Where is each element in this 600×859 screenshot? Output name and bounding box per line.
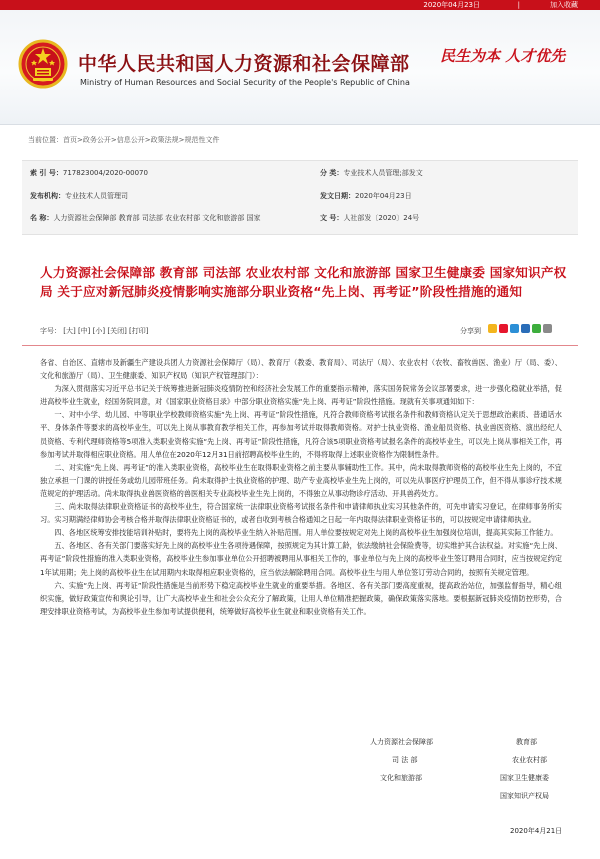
topbar-separator: | bbox=[517, 1, 520, 9]
print-button[interactable]: [打印] bbox=[129, 327, 149, 335]
meta-docno bbox=[320, 213, 419, 223]
document-body bbox=[40, 356, 562, 618]
breadcrumb[interactable] bbox=[28, 135, 219, 145]
meta-topic-label: 分 类： bbox=[320, 169, 344, 177]
meta-index-label: 索 引 号： bbox=[30, 169, 63, 177]
close-button[interactable]: [关闭] bbox=[107, 327, 127, 335]
signature-cnipa: 国家知识产权局 bbox=[500, 792, 549, 800]
meta-topic bbox=[320, 168, 423, 178]
meta-index bbox=[30, 168, 148, 178]
signature-nhc: 国家卫生健康委 bbox=[500, 774, 549, 782]
meta-name-label: 名 称： bbox=[30, 214, 54, 222]
meta-name-value: 人力资源社会保障部 教育部 司法部 农业农村部 文化和旅游部 国家 bbox=[53, 214, 261, 222]
signature-mct: 文化和旅游部 bbox=[380, 774, 422, 782]
body-paragraph: 四、各地区统筹安排技能培训补贴时，要将先上岗的高校毕业生纳入补贴范围。用人单位要按规定对先上岗的高校毕业生加强岗位培训，提高其实际工作能力。 bbox=[54, 528, 558, 538]
signature-hrss: 人力资源社会保障部 bbox=[370, 738, 433, 746]
font-small-button[interactable]: [小] bbox=[92, 327, 106, 335]
site-title-en: Ministry of Human Resources and Social Security of the People's Republic of China bbox=[80, 78, 410, 87]
meta-issuer-label: 发布机构： bbox=[30, 192, 65, 200]
site-title-cn[interactable]: 中华人民共和国人力资源和社会保障部 bbox=[78, 53, 410, 75]
font-medium-button[interactable]: [中] bbox=[77, 327, 91, 335]
signature-moe: 教育部 bbox=[516, 738, 537, 746]
body-paragraph: 为深入贯彻落实习近平总书记关于统筹推进新冠肺炎疫情防控和经济社会发展工作的重要指示精神，落实国务院常务会议部署要求，进一步强化稳就业举措，促进高校毕业生就业，经国务院同意，对《国家职业资格目录》中部分职业资格实施“先上岗、再考证”阶段性措施。现就有关事项通知如下： bbox=[40, 384, 562, 407]
share-wechat-icon[interactable] bbox=[532, 324, 541, 333]
signature-moa: 农业农村部 bbox=[512, 756, 547, 764]
divider bbox=[22, 345, 578, 346]
meta-index-value: 717823004/2020-00070 bbox=[62, 169, 148, 177]
font-large-button[interactable]: [大] bbox=[63, 327, 76, 335]
body-salutation: 各省、自治区、直辖市及新疆生产建设兵团人力资源社会保障厅（局）、教育厅（教委、教育局）、司法厅（局）、农业农村（农牧、畜牧兽医、渔业）厅（局、委）、文化和旅游厅（局）、卫生健康委、知识产权局（知识产权管理部门）： bbox=[40, 358, 562, 381]
top-bar bbox=[0, 0, 600, 10]
meta-name bbox=[30, 213, 261, 223]
body-paragraph: 二、对实施“先上岗、再考证”的准入类职业资格，高校毕业生在取得职业资格之前主要从事辅助性工作。其中，尚未取得教师资格的高校毕业生先上岗的，不宜独立承担一门课的讲授任务或幼儿园带班任务。尚未取得护士执业资格的护理、助产专业高校毕业生先上岗的，可以先从事医疗护理员工作，但不得从事诊疗技术规范规定的护理活动。尚未取得执业兽医资格的兽医相关专业高校毕业生先上岗的，不得独立从事动物诊疗活动、开具兽药处方。 bbox=[40, 462, 562, 498]
add-favorite-link[interactable]: 加入收藏 bbox=[550, 1, 578, 9]
meta-topic-value: 专业技术人员管理;部发文 bbox=[343, 169, 423, 177]
site-slogan: 民生为本 人才优先 bbox=[440, 47, 566, 65]
font-size-toolbar bbox=[40, 326, 149, 336]
breadcrumb-text[interactable]: 当前位置：首页>政务公开>信息公开>政策法规>规范性文件 bbox=[28, 136, 220, 144]
current-date: 2020年04月23日 bbox=[423, 1, 480, 9]
meta-issuer bbox=[30, 191, 128, 201]
meta-docno-value: 人社部发〔2020〕24号 bbox=[343, 214, 420, 222]
body-paragraph: 六、实施“先上岗、再考证”阶段性措施是当前形势下稳定高校毕业生就业的重要举措。各地区、各有关部门要高度重视，提高政治站位，加强监督指导，精心组织实施，做好政策宣传和舆论引导，让广大高校毕业生和社会公众充分了解政策，让用人单位精准把握政策，确保政策落实落地。要根据新冠肺炎疫情防控形势，合理安排职业资格考试，为高校毕业生参加考试提供便利，统筹做好高校毕业生就业和职业资格有关工作。 bbox=[40, 580, 562, 616]
signature-date: 2020年4月21日 bbox=[510, 827, 563, 835]
document-meta-box bbox=[22, 160, 578, 235]
site-header bbox=[0, 10, 600, 125]
meta-date bbox=[320, 191, 412, 201]
national-emblem-icon[interactable] bbox=[18, 39, 68, 89]
meta-date-value: 2020年04月23日 bbox=[355, 192, 412, 200]
signature-moj: 司 法 部 bbox=[392, 756, 418, 764]
body-paragraph: 五、各地区、各有关部门要落实好先上岗的高校毕业生各项待遇保障，按照规定为其计算工龄，依法缴纳社会保险费等，切实维护其合法权益。对实施“先上岗、再考证”阶段性措施的准入类职业资格，高校毕业生参加事业单位公开招聘被聘用从事相关工作的，事业单位与先上岗的高校毕业生签订聘用合同时，应当按规定约定1年试用期；先上岗的高校毕业生在试用期内未取得相应职业资格的，应当依法解除聘用合同。高校毕业生与用人单位签订劳动合同的，按照有关规定管理。 bbox=[40, 541, 562, 577]
meta-docno-label: 文 号： bbox=[320, 214, 344, 222]
share-tqq-icon[interactable] bbox=[510, 324, 519, 333]
meta-date-label: 发文日期： bbox=[320, 192, 355, 200]
body-paragraph: 一、对中小学、幼儿园、中等职业学校教师资格实施“先上岗、再考证”阶段性措施，凡符合教师资格考试报名条件和教师资格认定关于思想政治素质、普通话水平、身体条件等要求的高校毕业生，可以先上岗从事教育教学相关工作，再参加考试并取得教师资格。对护士执业资格、渔业船员资格、执业兽医资格、演出经纪人员资格、专利代理师资格等5项准入类职业资格实施“先上岗、再考证”阶段性措施，凡符合该5项职业资格考试报名条件的高校毕业生，可以先上岗从事相关工作，再参加考试并取得相应职业资格。用人单位在2020年12月31日前招聘高校毕业生的，不得将取得上述职业资格作为限制性条件。 bbox=[40, 410, 562, 459]
font-size-label: 字号： bbox=[40, 327, 61, 335]
body-paragraph: 三、尚未取得法律职业资格证书的高校毕业生，符合国家统一法律职业资格考试报名条件和申请律师执业实习其他条件的，可先申请实习登记，在律师事务所实习。实习期满经律师协会考核合格并取得法律职业资格证书的，或者自收到考核合格通知之日起一年内取得法律职业资格证书的，可以按规定申请律师执业。 bbox=[40, 502, 562, 525]
share-qzone-icon[interactable] bbox=[488, 324, 497, 333]
share-weibo-icon[interactable] bbox=[499, 324, 508, 333]
document-title: 人力资源社会保障部 教育部 司法部 农业农村部 文化和旅游部 国家卫生健康委 国家知识产权局 关于应对新冠肺炎疫情影响实施部分职业资格“先上岗、再考证”阶段性措施的通知 bbox=[40, 265, 567, 299]
share-label: 分享到 bbox=[460, 327, 481, 335]
share-more-icon[interactable] bbox=[543, 324, 552, 333]
share-icons bbox=[488, 324, 552, 334]
share-renren-icon[interactable] bbox=[521, 324, 530, 333]
meta-issuer-value: 专业技术人员管理司 bbox=[65, 192, 128, 200]
